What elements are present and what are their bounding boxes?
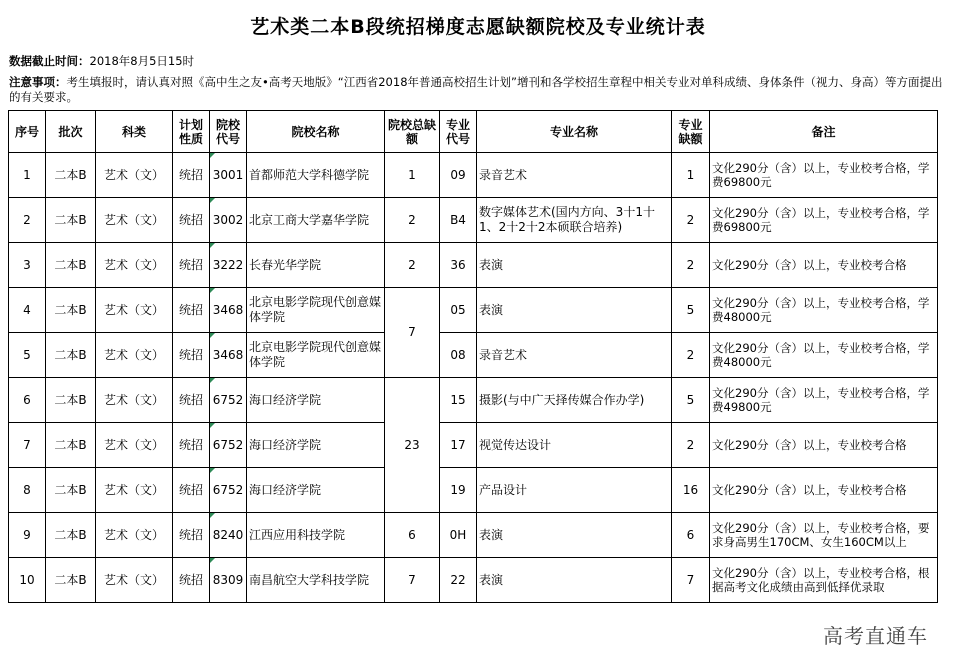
cell-seq: 9 <box>9 513 46 558</box>
cell-school-total: 23 <box>385 378 440 513</box>
table-row <box>9 423 938 468</box>
cell-seq: 2 <box>9 198 46 243</box>
header-school-code: 院校代号 <box>210 111 247 153</box>
cell-plan: 统招 <box>173 333 210 378</box>
cell-seq: 10 <box>9 558 46 603</box>
cell-school-name: 海口经济学院 <box>247 378 385 423</box>
cell-major-code: 15 <box>440 378 477 423</box>
header-major-name: 专业名称 <box>477 111 672 153</box>
header-category: 科类 <box>96 111 173 153</box>
cell-remarks: 文化290分（含）以上，专业校考合格，学费48000元 <box>710 288 938 333</box>
cell-school-code: 6752 <box>210 468 247 513</box>
table-row <box>9 198 938 243</box>
watermark: 高考直通车 <box>823 624 928 648</box>
cell-major-name: 表演 <box>477 558 672 603</box>
cell-major-name: 视觉传达设计 <box>477 423 672 468</box>
cell-major-code: 0H <box>440 513 477 558</box>
cell-school-total: 7 <box>385 288 440 378</box>
cell-major-name: 录音艺术 <box>477 153 672 198</box>
cell-remarks: 文化290分（含）以上，专业校考合格，学费69800元 <box>710 198 938 243</box>
cell-major-vacancy: 2 <box>672 333 710 378</box>
cell-batch: 二本B <box>46 198 96 243</box>
cell-school-name: 首都师范大学科德学院 <box>247 153 385 198</box>
cell-school-code: 8309 <box>210 558 247 603</box>
cell-category: 艺术（文） <box>96 198 173 243</box>
cell-school-total: 6 <box>385 513 440 558</box>
cell-school-code: 3222 <box>210 243 247 288</box>
cell-category: 艺术（文） <box>96 513 173 558</box>
cell-plan: 统招 <box>173 468 210 513</box>
cell-school-name: 北京工商大学嘉华学院 <box>247 198 385 243</box>
cell-batch: 二本B <box>46 288 96 333</box>
cell-major-vacancy: 5 <box>672 288 710 333</box>
cell-seq: 4 <box>9 288 46 333</box>
cell-school-code: 3001 <box>210 153 247 198</box>
cell-batch: 二本B <box>46 243 96 288</box>
cell-school-name: 江西应用科技学院 <box>247 513 385 558</box>
cell-plan: 统招 <box>173 423 210 468</box>
cell-school-code: 6752 <box>210 378 247 423</box>
deadline-label: 数据截止时间： <box>9 54 90 68</box>
cell-school-name: 海口经济学院 <box>247 468 385 513</box>
cell-category: 艺术（文） <box>96 243 173 288</box>
table-row <box>9 468 938 513</box>
cell-remarks: 文化290分（含）以上，专业校考合格 <box>710 243 938 288</box>
cell-remarks: 文化290分（含）以上，专业校考合格 <box>710 468 938 513</box>
cell-major-vacancy: 7 <box>672 558 710 603</box>
cell-category: 艺术（文） <box>96 288 173 333</box>
cell-seq: 5 <box>9 333 46 378</box>
cell-major-code: 05 <box>440 288 477 333</box>
cell-school-code: 3468 <box>210 333 247 378</box>
table-row <box>9 288 938 333</box>
header-seq: 序号 <box>9 111 46 153</box>
table-row <box>9 558 938 603</box>
cell-major-name: 摄影(与中广天择传媒合作办学) <box>477 378 672 423</box>
cell-category: 艺术（文） <box>96 558 173 603</box>
cell-major-name: 表演 <box>477 288 672 333</box>
cell-remarks: 文化290分（含）以上，专业校考合格，学费48000元 <box>710 333 938 378</box>
cell-plan: 统招 <box>173 153 210 198</box>
cell-seq: 1 <box>9 153 46 198</box>
cell-batch: 二本B <box>46 153 96 198</box>
header-major-vacancy: 专业缺额 <box>672 111 710 153</box>
cell-plan: 统招 <box>173 243 210 288</box>
notice-text: 考生填报时，请认真对照《高中生之友•高考天地版》“江西省2018年普通高校招生计划”增刊和各学校招生章程中相关专业对单科成绩、身体条件（视力、身高）等方面提出的有关要求。 <box>9 75 943 104</box>
table-row <box>9 378 938 423</box>
cell-plan: 统招 <box>173 288 210 333</box>
cell-major-code: B4 <box>440 198 477 243</box>
header-school-total-vacancy: 院校总缺额 <box>385 111 440 153</box>
cell-major-name: 产品设计 <box>477 468 672 513</box>
cell-plan: 统招 <box>173 513 210 558</box>
cell-major-name: 录音艺术 <box>477 333 672 378</box>
cell-category: 艺术（文） <box>96 468 173 513</box>
cell-batch: 二本B <box>46 558 96 603</box>
cell-major-vacancy: 1 <box>672 153 710 198</box>
cell-school-total: 2 <box>385 198 440 243</box>
table-row <box>9 153 938 198</box>
cell-school-name: 北京电影学院现代创意媒体学院 <box>247 333 385 378</box>
header-plan-nature: 计划性质 <box>173 111 210 153</box>
cell-category: 艺术（文） <box>96 423 173 468</box>
cell-school-total: 2 <box>385 243 440 288</box>
deadline-line <box>9 54 949 69</box>
cell-school-code: 3468 <box>210 288 247 333</box>
cell-major-name: 表演 <box>477 513 672 558</box>
header-school-name: 院校名称 <box>247 111 385 153</box>
cell-category: 艺术（文） <box>96 333 173 378</box>
cell-major-code: 19 <box>440 468 477 513</box>
cell-major-vacancy: 2 <box>672 243 710 288</box>
deadline-value: 2018年8月5日15时 <box>89 54 195 68</box>
cell-major-vacancy: 16 <box>672 468 710 513</box>
header-batch: 批次 <box>46 111 96 153</box>
cell-school-total: 7 <box>385 558 440 603</box>
cell-remarks: 文化290分（含）以上，专业校考合格，根据高考文化成绩由高到低择优录取 <box>710 558 938 603</box>
cell-remarks: 文化290分（含）以上，专业校考合格，要求身高男生170CM、女生160CM以上 <box>710 513 938 558</box>
cell-batch: 二本B <box>46 423 96 468</box>
cell-school-name: 南昌航空大学科技学院 <box>247 558 385 603</box>
page-title: 艺术类二本B段统招梯度志愿缺额院校及专业统计表 <box>250 16 706 38</box>
cell-major-vacancy: 5 <box>672 378 710 423</box>
cell-plan: 统招 <box>173 378 210 423</box>
cell-plan: 统招 <box>173 198 210 243</box>
cell-school-name: 北京电影学院现代创意媒体学院 <box>247 288 385 333</box>
cell-school-code: 6752 <box>210 423 247 468</box>
table-row <box>9 243 938 288</box>
header-remarks: 备注 <box>710 111 938 153</box>
cell-major-name: 数字媒体艺术(国内方向、3十1十1、2十2十2本硕联合培养) <box>477 198 672 243</box>
notice-line <box>9 75 949 105</box>
cell-seq: 7 <box>9 423 46 468</box>
cell-plan: 统招 <box>173 558 210 603</box>
header-major-code: 专业代号 <box>440 111 477 153</box>
cell-batch: 二本B <box>46 333 96 378</box>
table-header-row <box>9 111 938 153</box>
cell-remarks: 文化290分（含）以上，专业校考合格，学费49800元 <box>710 378 938 423</box>
cell-school-code: 8240 <box>210 513 247 558</box>
cell-major-code: 17 <box>440 423 477 468</box>
cell-seq: 6 <box>9 378 46 423</box>
cell-school-code: 3002 <box>210 198 247 243</box>
cell-major-vacancy: 2 <box>672 423 710 468</box>
table-row <box>9 333 938 378</box>
cell-major-code: 09 <box>440 153 477 198</box>
cell-seq: 3 <box>9 243 46 288</box>
cell-batch: 二本B <box>46 468 96 513</box>
table-row <box>9 513 938 558</box>
cell-school-name: 长春光华学院 <box>247 243 385 288</box>
cell-batch: 二本B <box>46 513 96 558</box>
cell-major-vacancy: 6 <box>672 513 710 558</box>
cell-major-code: 08 <box>440 333 477 378</box>
cell-category: 艺术（文） <box>96 378 173 423</box>
cell-remarks: 文化290分（含）以上，专业校考合格 <box>710 423 938 468</box>
cell-remarks: 文化290分（含）以上，专业校考合格，学费69800元 <box>710 153 938 198</box>
vacancy-table <box>8 110 938 603</box>
cell-school-total: 1 <box>385 153 440 198</box>
notice-label: 注意事项： <box>9 75 67 89</box>
cell-batch: 二本B <box>46 378 96 423</box>
cell-category: 艺术（文） <box>96 153 173 198</box>
cell-major-code: 36 <box>440 243 477 288</box>
cell-major-vacancy: 2 <box>672 198 710 243</box>
cell-major-code: 22 <box>440 558 477 603</box>
cell-school-name: 海口经济学院 <box>247 423 385 468</box>
cell-major-name: 表演 <box>477 243 672 288</box>
cell-seq: 8 <box>9 468 46 513</box>
